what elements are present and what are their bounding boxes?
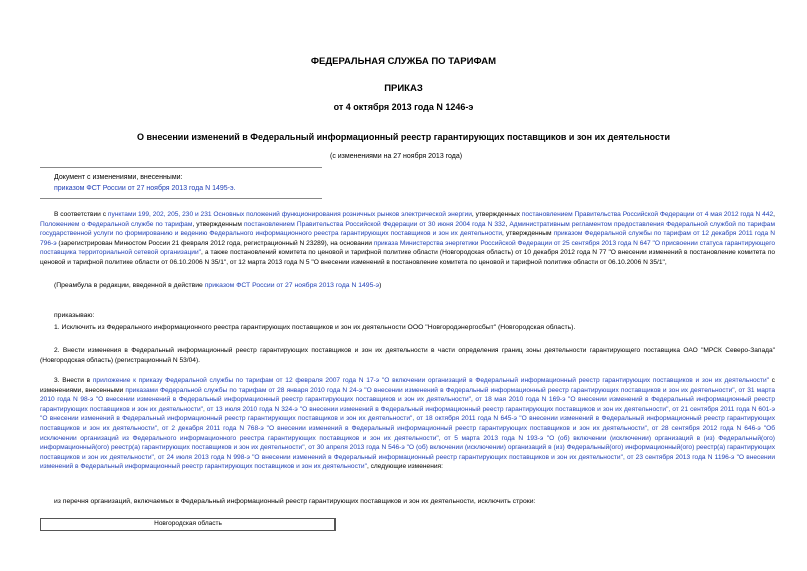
- link-amending-orders[interactable]: приказами Федеральной службы по тарифам от 28 января 2010 года N 24-э "О внесении изменений в Федеральный информационный реестр гарантирующих поставщиков и зон их деятельности", от 31 марта 2010 года N 98-э "О внесении изменений в Федеральный информационный реестр гарантирующих поставщиков и зон их деятельности", от 18 мая 2010 года N 169-э "О внесении изменений в Федеральный информационный реестр гарантирующих поставщиков и зон их деятельности", от 13 июля 2010 года N 324-э "О внесении изменений в Федеральный информационный реестр гарантирующих поставщиков и зон их деятельности", от 21 сентября 2011 года N 601-э "О внесении изменений в Федеральный информационный реестр гарантирующих поставщиков и зон их деятельности", от 18 октября 2011 года N 645-э "О внесении изменений в Федеральный информационный реестр гарантирующих поставщиков и зон их деятельности", от 2 декабря 2011 года N 768-э "О внесении изменений в Федеральный информационный реестр гарантирующих поставщиков и зон их деятельности", от 28 сентября 2012 года N 646-э "Об исключении организаций из Федерального информационного реестра гарантирующих поставщиков и зон их деятельности", от 5 марта 2013 года N 193-э "О (об) включении (исключении) организаций в (из) Федеральный(ого) информационный(ого) реестр(а) гарантирующих поставщиков и зон их деятельности", от 30 апреля 2013 года N 546-э "О (об) включении (исключении) организаций в (из) Федеральный(ого) информационный(ого) реестр(а) гарантирующих поставщиков и зон их деятельности", от 24 июля 2013 года N 998-э "О внесении изменений в Федеральный информационный реестр гарантирующих поставщиков и зон их деятельности", от 23 сентября 2013 года N 1196-э "О внесении изменений в Федеральный информационный реестр гарантирующих поставщиков и зон их деятельности": [40, 386, 775, 471]
- excluded-rows-table: [40, 518, 336, 531]
- link-order-796[interactable]: приказом Федеральной службы по тарифам от 12 декабря 2011 года N 796-э: [40, 230, 776, 247]
- link-fts-regulation[interactable]: Положением о Федеральной службе по тарифам: [40, 220, 193, 228]
- link-government-resolution-442[interactable]: постановлением Правительства Российской Федерации от 4 мая 2012 года N 442: [521, 211, 774, 218]
- link-basic-provisions[interactable]: пунктами 199, 202, 205, 230 и 231 Основных положений функционирования розничных рынков электрической энергии: [107, 211, 472, 218]
- preamble-edition-note: (Преамбула в редакции, введенной в действие приказом ФСТ России от 27 ноября 2013 года N 1495-э): [54, 282, 382, 289]
- top-divider: [40, 167, 322, 168]
- item-3: 3. Внести в приложение к приказу Федеральной службы по тарифам от 12 февраля 2007 года N 17-э "О включении организаций в Федеральный информационный реестр гарантирующих поставщиков и зон их деятельности" с изменениями, внесенными приказами Федеральной службы по тарифам от 28 января 2010 года N 24-э "О внесении изменений в Федеральный информационный реестр гарантирующих поставщиков и зон их деятельности", от 31 марта 2010 года N 98-э "О внесении изменений в Федеральный информационный реестр гарантирующих поставщиков и зон их деятельности", от 18 мая 2010 года N 169-э "О внесении изменений в Федеральный информационный реестр гарантирующих поставщиков и зон их деятельности", от 13 июля 2010 года N 324-э "О внесении изменений в Федеральный информационный реестр гарантирующих поставщиков и зон их деятельности", от 21 сентября 2011 года N 601-э "О внесении изменений в Федеральный информационный реестр гарантирующих поставщиков и зон их деятельности", от 18 октября 2011 года N 645-э "О внесении изменений в Федеральный информационный реестр гарантирующих поставщиков и зон их деятельности", от 2 декабря 2011 года N 768-э "О внесении изменений в Федеральный информационный реестр гарантирующих поставщиков и зон их деятельности", от 28 сентября 2012 года N 646-э "Об исключении организаций из Федерального информационного реестра гарантирующих поставщиков и зон их деятельности", от 5 марта 2013 года N 193-э "О (об) включении (исключении) организаций в (из) Федеральный(ого) информационный(ого) реестр(а) гарантирующих поставщиков и зон их деятельности", от 30 апреля 2013 года N 546-э "О (об) включении (исключении) организаций в (из) Федеральный(ого) информационный(ого) реестр(а) гарантирующих поставщиков и зон их деятельности", от 24 июля 2013 года N 998-э "О внесении изменений в Федеральный информационный реестр гарантирующих поставщиков и зон их деятельности", от 23 сентября 2013 года N 1196-э "О внесении изменений в Федеральный информационный реестр гарантирующих поставщиков и зон их деятельности", следующие изменения:: [40, 377, 775, 471]
- order-word: приказываю:: [54, 312, 95, 319]
- agency-name: ФЕДЕРАЛЬНАЯ СЛУЖБА ПО ТАРИФАМ: [310, 56, 497, 67]
- link-edition-order-1495[interactable]: приказом ФСТ России от 27 ноября 2013 года N 1495-э: [204, 282, 380, 289]
- document-title: О внесении изменений в Федеральный информационный реестр гарантирующих поставщиков и зон их деятельности: [137, 132, 670, 142]
- table-border: [334, 518, 335, 531]
- link-administrative-regulation[interactable]: Административным регламентом предоставления Федеральной службой по тарифам государственной услуги по формированию и ведению Федерального информационного реестра гарантирующих поставщиков и зон их деятельности: [40, 220, 775, 238]
- link-appendix-order-17[interactable]: приложение к приказу Федеральной службы по тарифам от 12 февраля 2007 года N 17-э "О включении организаций в Федеральный информационный реестр гарантирующих поставщиков и зон их деятельности": [92, 377, 769, 384]
- changes-block: [54, 172, 236, 194]
- changes-note: (с изменениями на 27 ноября 2013 года): [330, 153, 463, 160]
- item-2: 2. Внести изменения в Федеральный информационный реестр гарантирующих поставщиков и зон их деятельности в части определения границ зоны деятельности гарантирующего поставщика ОАО "МРСК Северо-Запада" (Новгородская область) (регистрационный N 53/04).: [40, 347, 775, 364]
- changes-label: Документ с изменениями, внесенными:: [54, 174, 183, 181]
- document-date-number: от 4 октября 2013 года N 1246-э: [333, 102, 474, 112]
- item-1: 1. Исключить из Федерального информационного реестра гарантирующих поставщиков и зон их деятельности ООО "Новгородэнергосбыт" (Новгородская область).: [54, 324, 576, 331]
- exclude-line: из перечня организаций, включаемых в Федеральный информационный реестр гарантирующих поставщиков и зон их деятельности, исключить строки:: [54, 498, 536, 505]
- link-government-resolution-332[interactable]: постановлением Правительства Российской Федерации от 30 июня 2004 года N 332: [243, 220, 506, 228]
- changes-link[interactable]: приказом ФСТ России от 27 ноября 2013 года N 1495-э.: [54, 185, 236, 192]
- table-cell-region: Новгородская область: [154, 520, 222, 527]
- link-minenergo-order-647[interactable]: приказа Министерства энергетики Российской Федерации от 25 сентября 2013 года N 647 "О присвоении статуса гарантирующего поставщика территориальной сетевой организации": [40, 239, 775, 257]
- preamble-paragraph: В соответствии с пунктами 199, 202, 205, 230 и 231 Основных положений функционирования розничных рынков электрической энергии, утвержденных постановлением Правительства Российской Федерации от 4 мая 2012 года N 442, Положением о Федеральной службе по тарифам, утвержденным постановлением Правительства Российской Федерации от 30 июня 2004 года N 332, Административным регламентом предоставления Федеральной службой по тарифам государственной услуги по формированию и ведению Федерального информационного реестра гарантирующих поставщиков и зон их деятельности, утвержденным приказом Федеральной службы по тарифам от 12 декабря 2011 года N 796-э (зарегистрирован Минюстом России 21 февраля 2012 года, регистрационный N 23289), на основании приказа Министерства энергетики Российской Федерации от 25 сентября 2013 года N 647 "О присвоении статуса гарантирующего поставщика территориальной сетевой организации", а также постановлений комитета по ценовой и тарифной политике области (Новгородская область) от 10 декабря 2012 года N 77 "О внесении изменений в постановление комитета по ценовой и тарифной политике области от 06.10.2006 N 35/1", от 12 марта 2013 года N 5 "О внесении изменений в постановление комитета по ценовой и тарифной политике области от 06.10.2006 N 35/1",: [40, 211, 776, 266]
- document-type: ПРИКАЗ: [384, 83, 423, 94]
- bottom-divider: [40, 198, 322, 199]
